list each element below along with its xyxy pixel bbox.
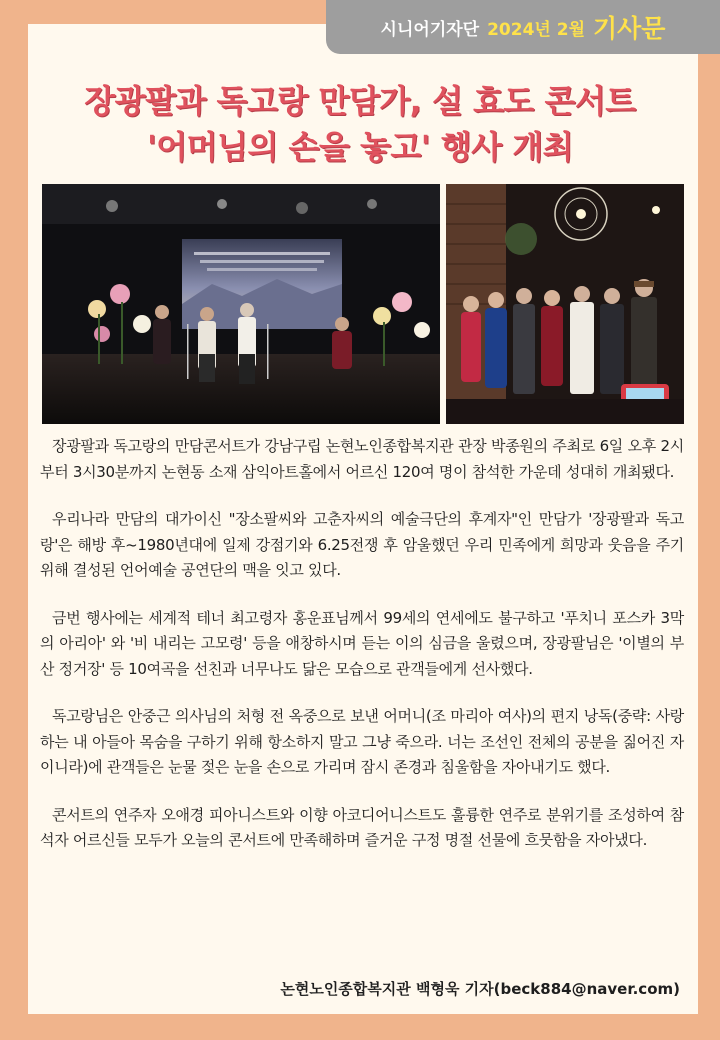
article-body [40, 434, 684, 876]
stage-performance-photo [42, 184, 440, 424]
header-tag [326, 0, 720, 54]
tag-type: 기사문 [593, 14, 666, 43]
paragraph: 장광팔과 독고랑의 만담콘서트가 강남구립 논현노인종합복지관 관장 박종원의 주최로 6일 오후 2시부터 3시30분까지 논현동 소재 삼익아트홀에서 어르신 120여 명이 참석한 가운데 성대히 개최됐다. [40, 437, 684, 481]
paragraph: 독고랑님은 안중근 의사님의 처형 전 옥중으로 보낸 어머니(조 마리아 여사)의 편지 낭독(중략: 사랑하는 내 아들아 목숨을 구하기 위해 항소하지 말고 그냥 죽으라. 너는 조선인 전체의 공분을 짊어진 자 이니라)에 관객들은 눈물 젖은 눈을 손으로 가리며 잠시 존경과 침울함을 자아내기도 했다. [40, 707, 684, 776]
paragraph: 우리나라 만담의 대가이신 "장소팔씨와 고춘자씨의 예술극단의 후계자"인 만담가 '장광팔과 독고랑'은 해방 후~1980년대에 일제 강점기와 6.25전쟁 후 암울했던 우리 민족에게 희망과 웃음을 주기 위해 결성된 언어예술 공연단의 맥을 잇고 있다. [40, 510, 684, 579]
title-line-2: '어머님의 손을 놓고' 행사 개최 [146, 128, 574, 166]
paragraph: 금번 행사에는 세계적 테너 최고령자 홍운표님께서 99세의 연세에도 불구하고 '푸치니 포스카 3막의 아리아' 와 '비 내리는 고모령' 등을 애창하시며 듣는 이의 심금을 울렸으며, 장광팔님은 '이별의 부산 정거장' 등 10여곡을 선친과 너무나도 닮은 모습으로 관객들에게 선사했다. [40, 608, 684, 678]
tag-date: 2024년 2월 [487, 19, 585, 40]
group-photo [446, 184, 684, 424]
paragraph: 콘서트의 연주자 오애경 피아니스트와 이향 아코디어니스트도 훌륭한 연주로 분위기를 조성하여 참석자 어르신들 모두가 오늘의 콘서트에 만족해하며 즐거운 구정 명절 선물에 흐뭇함을 자아냈다. [40, 805, 684, 849]
reporter-byline: 논현노인종합복지관 백형욱 기자(beck884@naver.com) [280, 980, 680, 998]
group-photo-illustration [446, 184, 684, 424]
title-line-1: 장광팔과 독고랑 만담가, 설 효도 콘서트 [84, 82, 636, 120]
article-title [0, 78, 720, 170]
stage-photo-illustration [42, 184, 440, 424]
tag-organization: 시니어기자단 [380, 19, 480, 40]
